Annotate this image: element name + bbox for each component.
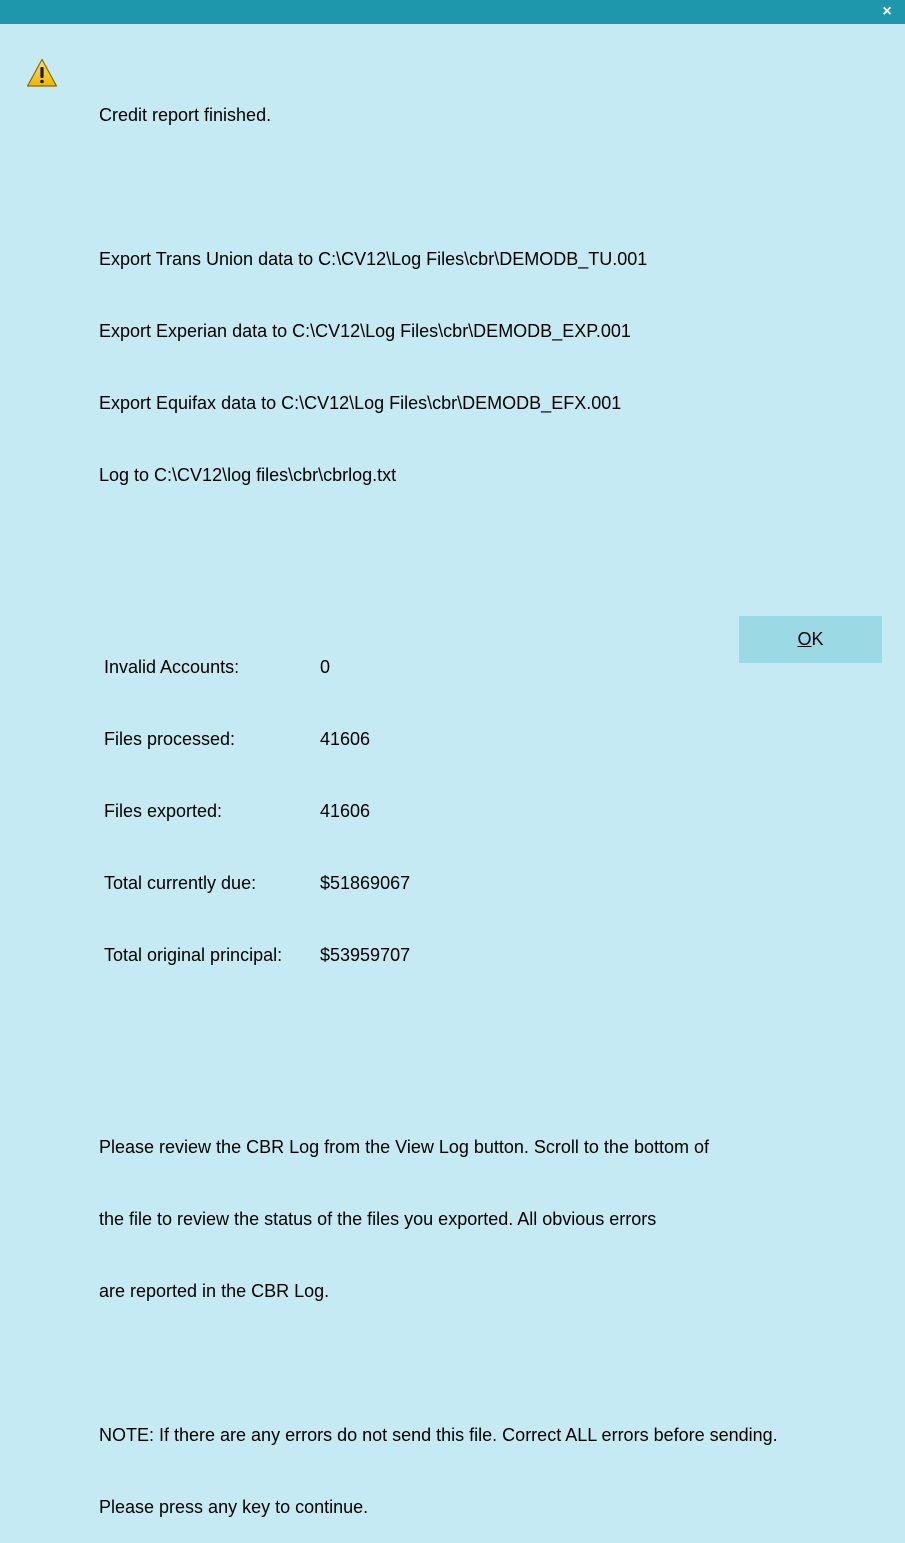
stat-value: 0 xyxy=(320,657,331,677)
log-path-line: Log to C:\CV12\log files\cbr\cbrlog.txt xyxy=(99,465,397,485)
stat-row-files-exported xyxy=(104,799,778,823)
warning-icon xyxy=(26,58,58,88)
stat-value: $51869067 xyxy=(320,873,411,893)
stat-value: 41606 xyxy=(320,801,371,821)
stat-label: Invalid Accounts: xyxy=(104,657,240,677)
stat-row-files-processed xyxy=(104,727,778,751)
export-line-exp: Export Experian data to C:\CV12\Log Files\cbr\DEMODB_EXP.001 xyxy=(99,321,631,341)
export-line-tu: Export Trans Union data to C:\CV12\Log Files\cbr\DEMODB_TU.001 xyxy=(99,249,648,269)
title-bar xyxy=(0,0,905,24)
ok-button[interactable] xyxy=(739,616,882,663)
stat-label: Files exported: xyxy=(104,801,223,821)
stat-row-invalid-accounts xyxy=(104,655,778,679)
note-line: NOTE: If there are any errors do not send this file. Correct ALL errors before sending. xyxy=(99,1425,778,1445)
stat-label: Files processed: xyxy=(104,729,236,749)
review-line-2: the file to review the status of the files you exported. All obvious errors xyxy=(99,1209,657,1229)
continue-line: Please press any key to continue. xyxy=(99,1497,369,1517)
stat-value: 41606 xyxy=(320,729,371,749)
stat-row-total-currently-due xyxy=(104,871,778,895)
close-icon[interactable]: × xyxy=(882,3,892,20)
ok-mnemonic[interactable]: O xyxy=(797,629,812,649)
message-body xyxy=(99,55,778,1543)
stat-row-total-original-principal xyxy=(104,943,778,967)
ok-label-rest[interactable]: K xyxy=(811,629,824,649)
close-button[interactable] xyxy=(877,2,897,22)
export-line-efx: Export Equifax data to C:\CV12\Log Files\cbr\DEMODB_EFX.001 xyxy=(99,393,622,413)
stat-label: Total currently due: xyxy=(104,873,257,893)
stat-label: Total original principal: xyxy=(104,945,283,965)
review-line-1: Please review the CBR Log from the View Log button. Scroll to the bottom of xyxy=(99,1137,709,1157)
stat-value: $53959707 xyxy=(320,945,411,965)
review-line-3: are reported in the CBR Log. xyxy=(99,1281,330,1301)
stats-table xyxy=(104,607,778,1015)
message-heading: Credit report finished. xyxy=(99,105,272,125)
